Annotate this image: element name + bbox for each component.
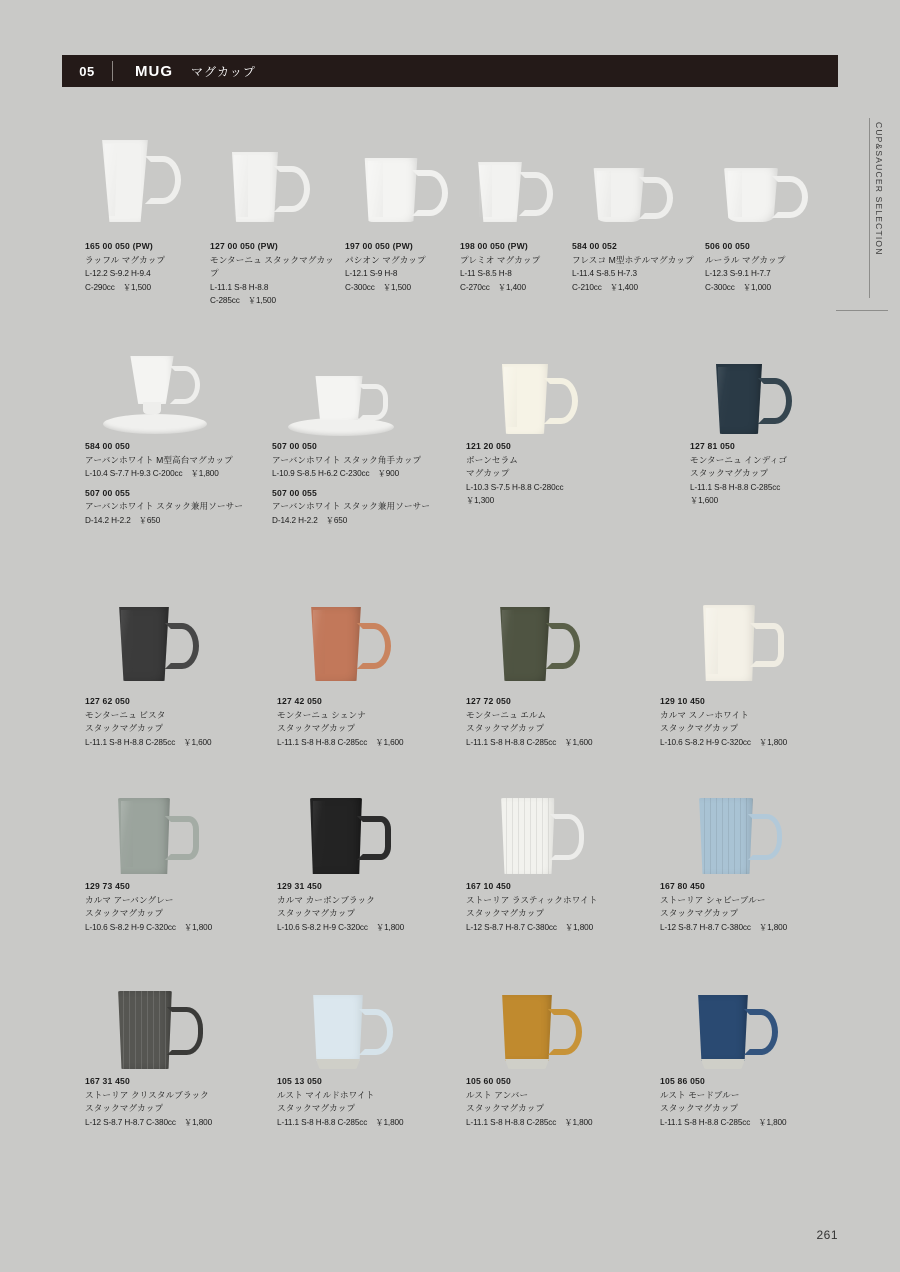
section-number: 05 [79,63,95,79]
product-name-line2: スタックマグカップ [466,908,545,918]
product-image [277,780,452,880]
product-image [572,130,702,240]
product-caption [277,1075,457,1129]
product-caption [460,240,575,294]
product-image [660,975,840,1075]
product-dimensions: L-11.1 S-8 H-8.8 [210,282,269,292]
product-image [277,585,452,695]
product-name-secondary: アーバンホワイト スタック兼用ソーサー [272,501,431,511]
product-caption [85,240,205,294]
product-code: 105 60 050 [466,1076,512,1086]
product-item [85,585,260,749]
product-item [660,780,845,934]
product-name: アーバンホワイト M型高台マグカップ [85,454,233,465]
product-item [466,585,641,749]
product-dimensions: L-12 S-8.7 H-8.7 C-380cc ￥1,800 [85,1117,213,1127]
product-image [277,975,457,1075]
product-image [210,130,340,240]
product-name-line2: スタックマグカップ [277,908,356,918]
product-dimensions: L-11.1 S-8 H-8.8 C-285cc ￥1,800 [277,1117,404,1127]
product-name: モンターニュ インディゴ [690,454,788,465]
product-name-line2: マグカップ [466,468,510,478]
product-code: 127 72 050 [466,696,512,706]
product-dimensions: L-11 S-8.5 H-8 [460,269,512,278]
product-name-line2: スタックマグカップ [277,723,356,733]
product-dimensions: L-12.1 S-9 H-8 [345,269,398,278]
product-image [460,130,575,240]
product-image [705,130,830,240]
product-image [466,975,646,1075]
product-caption [272,440,452,527]
product-item [85,975,270,1129]
product-capacity-price: C-300cc ￥1,000 [705,282,771,292]
product-price: ￥1,300 [466,496,495,505]
product-code: 105 86 050 [660,1076,706,1086]
product-caption [85,695,260,749]
product-item [572,130,702,294]
product-code: 167 10 450 [466,881,512,891]
product-name: ルーラル マグカップ [705,254,786,265]
product-name: ルスト アンバー [466,1089,529,1100]
product-name-line2: スタックマグカップ [660,908,739,918]
product-capacity-price: C-270cc ￥1,400 [460,282,526,292]
product-code: 129 73 450 [85,881,131,891]
product-caption [210,240,340,308]
product-name-line2: スタックマグカップ [466,1103,545,1113]
product-capacity-price: C-285cc ￥1,500 [210,296,276,305]
product-item [210,130,340,308]
product-image [85,975,270,1075]
product-dimensions-secondary: D-14.2 H-2.2 ￥650 [272,515,348,525]
product-caption [660,880,845,934]
product-name: カルマ スノーホワイト [660,709,749,720]
product-code: 127 00 050 (PW) [210,241,278,251]
product-price: ￥1,600 [690,496,719,505]
product-image [85,780,260,880]
product-code-secondary: 507 00 055 [272,487,318,498]
product-name-line2: スタックマグカップ [85,908,164,918]
product-name: ルスト モードブルー [660,1089,740,1100]
product-name: ルスト マイルドホワイト [277,1089,375,1100]
product-dimensions: L-10.6 S-8.2 H-9 C-320cc ￥1,800 [277,922,405,932]
product-code-secondary: 507 00 055 [85,487,131,498]
product-code: 105 13 050 [277,1076,323,1086]
product-item [660,975,840,1129]
side-tab [869,118,888,298]
product-code: 584 00 050 [85,441,131,451]
product-caption [277,695,452,749]
product-dimensions: L-10.6 S-8.2 H-9 C-320cc ￥1,800 [660,737,788,747]
product-name: フレスコ M型ホテルマグカップ [572,254,694,265]
product-name: モンターニュ スタックマグカップ [210,254,334,278]
product-dimensions: L-11.1 S-8 H-8.8 C-285cc ￥1,600 [466,737,593,747]
product-image [466,585,641,695]
product-image [466,780,651,880]
product-caption [690,440,850,508]
product-item [85,130,205,294]
product-caption [660,695,840,749]
product-dimensions: L-12 S-8.7 H-8.7 C-380cc ￥1,800 [660,922,788,932]
product-item [705,130,830,294]
product-name: パシオン マグカップ [345,254,426,265]
product-caption [660,1075,840,1129]
product-dimensions: L-11.1 S-8 H-8.8 C-285cc [690,482,781,492]
product-code: 127 42 050 [277,696,323,706]
product-image [85,130,205,240]
product-image [660,780,845,880]
product-item [690,340,850,508]
product-item [272,340,452,527]
product-dimensions: L-12.2 S-9.2 H-9.4 [85,269,151,278]
product-caption [466,1075,646,1129]
product-dimensions: L-12.3 S-9.1 H-7.7 [705,269,771,278]
product-item [660,585,840,749]
product-capacity-price: C-300cc ￥1,500 [345,282,411,292]
product-name: ストーリア シャビーブルー [660,894,766,905]
product-code: 127 81 050 [690,441,736,451]
product-item [85,340,265,527]
product-item [466,780,651,934]
product-caption [345,240,465,294]
product-caption [85,440,265,527]
product-dimensions: L-11.4 S-8.5 H-7.3 [572,269,637,278]
product-name-line2: スタックマグカップ [277,1103,356,1113]
product-caption [705,240,830,294]
product-caption [85,1075,270,1129]
product-image [345,130,465,240]
product-name: ストーリア ラスティックホワイト [466,894,598,905]
product-capacity-price: C-290cc ￥1,500 [85,282,151,292]
product-item [345,130,465,294]
product-item [466,975,646,1129]
product-name-secondary: アーバンホワイト スタック兼用ソーサー [85,501,244,511]
product-name-line2: スタックマグカップ [660,1103,739,1113]
product-item [85,780,260,934]
product-image [85,340,265,440]
product-name: ストーリア クリスタルブラック [85,1089,209,1100]
product-caption [466,440,626,508]
product-name: ラッフル マグカップ [85,254,166,265]
product-name: モンターニュ シェンナ [277,709,366,720]
product-code: 584 00 052 [572,241,618,251]
product-name: カルマ アーバングレー [85,894,174,905]
product-caption [277,880,452,934]
product-dimensions: L-10.4 S-7.7 H-9.3 C-200cc ￥1,800 [85,469,219,478]
product-image [85,585,260,695]
product-dimensions: L-11.1 S-8 H-8.8 C-285cc ￥1,600 [85,737,212,747]
category-title-jp: マグカップ [191,64,256,79]
product-code: 506 00 050 [705,241,751,251]
product-dimensions-secondary: D-14.2 H-2.2 ￥650 [85,515,161,525]
product-name-line2: スタックマグカップ [660,723,739,733]
header-divider [112,61,113,81]
product-code: 507 00 050 [272,441,318,451]
product-image [690,340,850,440]
product-dimensions: L-12 S-8.7 H-8.7 C-380cc ￥1,800 [466,922,594,932]
product-name: アーバンホワイト スタック角手カップ [272,454,422,465]
product-caption [85,880,260,934]
product-code: 127 62 050 [85,696,131,706]
product-name: ボーンセラム [466,454,518,465]
product-code: 129 10 450 [660,696,706,706]
product-image [272,340,452,440]
product-name: プレミオ マグカップ [460,254,541,265]
product-image [660,585,840,695]
product-caption [466,880,651,934]
product-dimensions: L-10.9 S-8.5 H-6.2 C-230cc ￥900 [272,469,400,478]
product-code: 167 31 450 [85,1076,131,1086]
product-code: 167 80 450 [660,881,706,891]
product-name-line2: スタックマグカップ [85,723,164,733]
side-rule [836,310,888,311]
product-dimensions: L-11.1 S-8 H-8.8 C-285cc ￥1,800 [466,1117,593,1127]
product-name: カルマ カーボンブラック [277,894,375,905]
product-code: 121 20 050 [466,441,512,451]
product-item [466,340,626,508]
page-header [62,55,838,87]
product-name-line2: スタックマグカップ [466,723,545,733]
product-code: 197 00 050 (PW) [345,241,413,251]
product-item [277,585,452,749]
category-title-en: MUG [135,62,173,80]
product-code: 129 31 450 [277,881,323,891]
product-dimensions: L-11.1 S-8 H-8.8 C-285cc ￥1,800 [660,1117,787,1127]
product-name-line2: スタックマグカップ [690,468,769,478]
product-code: 198 00 050 (PW) [460,241,528,251]
product-item [460,130,575,294]
product-dimensions: L-10.3 S-7.5 H-8.8 C-280cc [466,482,564,492]
product-caption [466,695,641,749]
product-name: モンターニュ ビスタ [85,709,166,720]
product-caption [572,240,702,294]
product-item [277,780,452,934]
product-image [466,340,626,440]
product-code: 165 00 050 (PW) [85,241,153,251]
side-tab-label: CUP&SAUCER SELECTION [874,122,884,256]
product-name-line2: スタックマグカップ [85,1103,164,1113]
page-number: 261 [816,1228,838,1242]
product-dimensions: L-10.6 S-8.2 H-9 C-320cc ￥1,800 [85,922,213,932]
product-capacity-price: C-210cc ￥1,400 [572,282,638,292]
product-dimensions: L-11.1 S-8 H-8.8 C-285cc ￥1,600 [277,737,404,747]
product-item [277,975,457,1129]
product-name: モンターニュ エルム [466,709,547,720]
